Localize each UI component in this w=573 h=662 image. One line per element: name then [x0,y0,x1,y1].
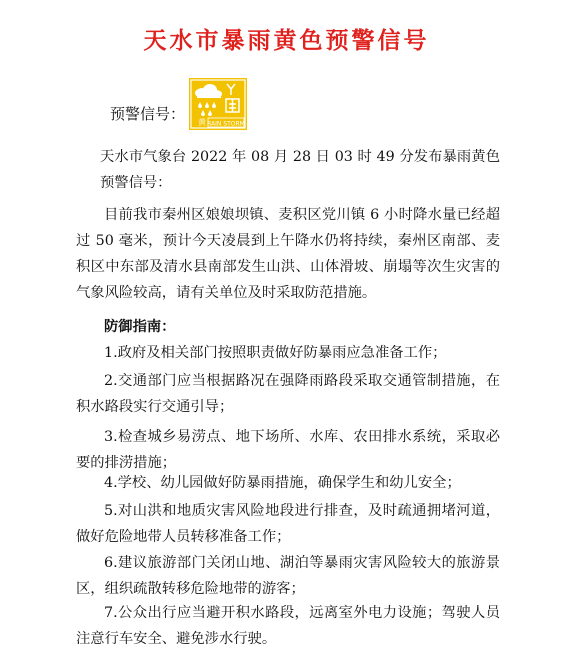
guide-item-3: 3.检查城乡易涝点、地下场所、水库、农田排水系统，采取必要的排涝措施； [76,429,500,471]
signal-label: 预警信号： [110,105,186,123]
guide-item-2: 2.交通部门应当根据路况在强降雨路段采取交通管制措施，在积水路段实行交通引导； [76,373,500,415]
guide-title: 防御指南： [104,319,176,335]
signal-row [110,78,247,130]
svg-text:黄: 黄 [198,118,207,127]
guide-item-4: 4.学校、幼儿园做好防暴雨措施，确保学生和幼儿安全； [104,475,461,491]
svg-text:RAIN STORM: RAIN STORM [207,120,245,128]
guide-item-5: 5.对山洪和地质灾害风险地段进行排查，及时疏通拥堵河道，做好危险地带人员转移准备工作； [76,503,500,545]
guide-item-1: 1.政府及相关部门按照职责做好防暴雨应急准备工作； [104,345,447,361]
guide-item-6: 6.建议旅游部门关闭山地、湖泊等暴雨灾害风险较大的旅游景区，组织疏散转移危险地带的游客； [76,555,500,597]
guide-item-7: 7.公众出行应当避开积水路段，远离室外电力设施；驾驶人员注意行车安全、避免涉水行驶。 [76,605,500,647]
document-title: 天水市暴雨黄色预警信号 [143,28,430,54]
body-paragraph: 目前我市秦州区娘娘坝镇、麦积区党川镇 6 小时降水量已经超过 50 毫米，预计今天凌晨到上午降水仍将持续，秦州区南部、麦积区中东部及清水县南部发生山洪、山体滑坡、崩塌等次生灾害的气象风险较高，请有关单位及时采取防范措施。 [76,207,500,301]
issue-paragraph: 天水市气象台 2022 年 08 月 28 日 03 时 49 分发布暴雨黄色预警信号： [100,149,500,191]
rainstorm-yellow-warning-icon [189,78,247,130]
